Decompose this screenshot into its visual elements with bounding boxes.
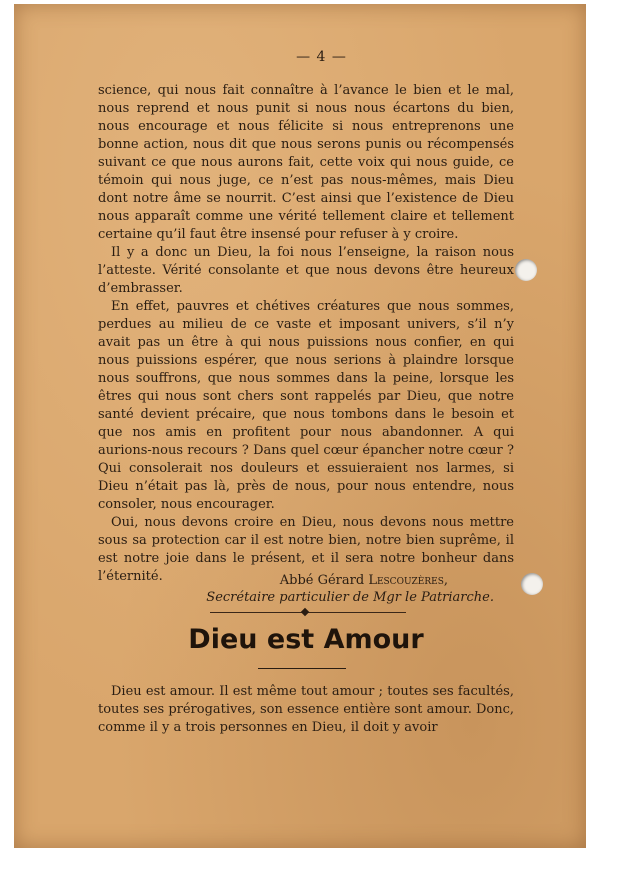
section-body bbox=[98, 683, 514, 737]
signature-role: Secrétaire particulier de Mgr le Patriarche. bbox=[206, 590, 494, 605]
paragraph-1: science, qui nous fait connaître à l’avance le bien et le mal, nous reprend et nous punit si nous nous écartons du bien, nous encourage et nous félicite si nous entreprenons une bonne action, nous dit que nous serons punis ou récompensés suivant ce que nous aurons fait, cette voix qui nous guide, ce témoin qui nous juge, ce n’est pas nous-mêmes, mais Dieu dont notre âme se nourrit. C’est ainsi que l’existence de Dieu nous apparaît comme une vérité tellement claire et tellement certaine qu’il faut être insensé pour refuser à y croire. bbox=[98, 83, 514, 242]
section-title: Dieu est Amour bbox=[188, 624, 424, 655]
punch-hole-lower bbox=[521, 573, 543, 595]
page-number: — 4 — bbox=[296, 49, 347, 65]
signature-name bbox=[0, 573, 448, 588]
punch-hole-upper bbox=[515, 259, 537, 281]
title-underline bbox=[258, 668, 346, 669]
paragraph-3: En effet, pauvres et chétives créatures que nous sommes, perdues au milieu de ce vaste et imposant univers, s’il n’y avait pas un être à qui nous puissions nous confier, en qui nous puissions espérer, que nous serions à plaindre lorsque nous souffrons, que nous sommes dans la peine, lorsque les êtres qui nous sont chers sont rappelés par Dieu, que notre santé devient précaire, que nous tombons dans le besoin et que nos amis en profitent pour nous abandonner. A qui aurions-nous recours ? Dans quel cœur épancher notre cœur ? Qui consolerait nos douleurs et essuieraient nos larmes, si Dieu n’était pas là, près de nous, pour nous entendre, nous consoler, nous encourager. bbox=[98, 299, 514, 512]
section-paragraph: Dieu est amour. Il est même tout amour ; toutes ses facultés, toutes ses prérogatives, son essence entière sont amour. Donc, comme il y a trois personnes en Dieu, il doit y avoir bbox=[98, 684, 514, 735]
signature-prefix: Abbé Gérard bbox=[279, 573, 369, 588]
signature-surname: Lescouzères, bbox=[368, 573, 448, 588]
paragraph-4: Oui, nous devons croire en Dieu, nous devons nous mettre sous sa protection car il est notre bien, notre bien suprême, il est notre joie dans le présent, et il sera notre bonheur dans l’éternité. bbox=[98, 515, 514, 584]
paragraph-2: Il y a donc un Dieu, la foi nous l’enseigne, la raison nous l’atteste. Vérité consolante et que nous devons être heureux d’embrasser. bbox=[98, 245, 514, 296]
article-body bbox=[98, 82, 514, 586]
